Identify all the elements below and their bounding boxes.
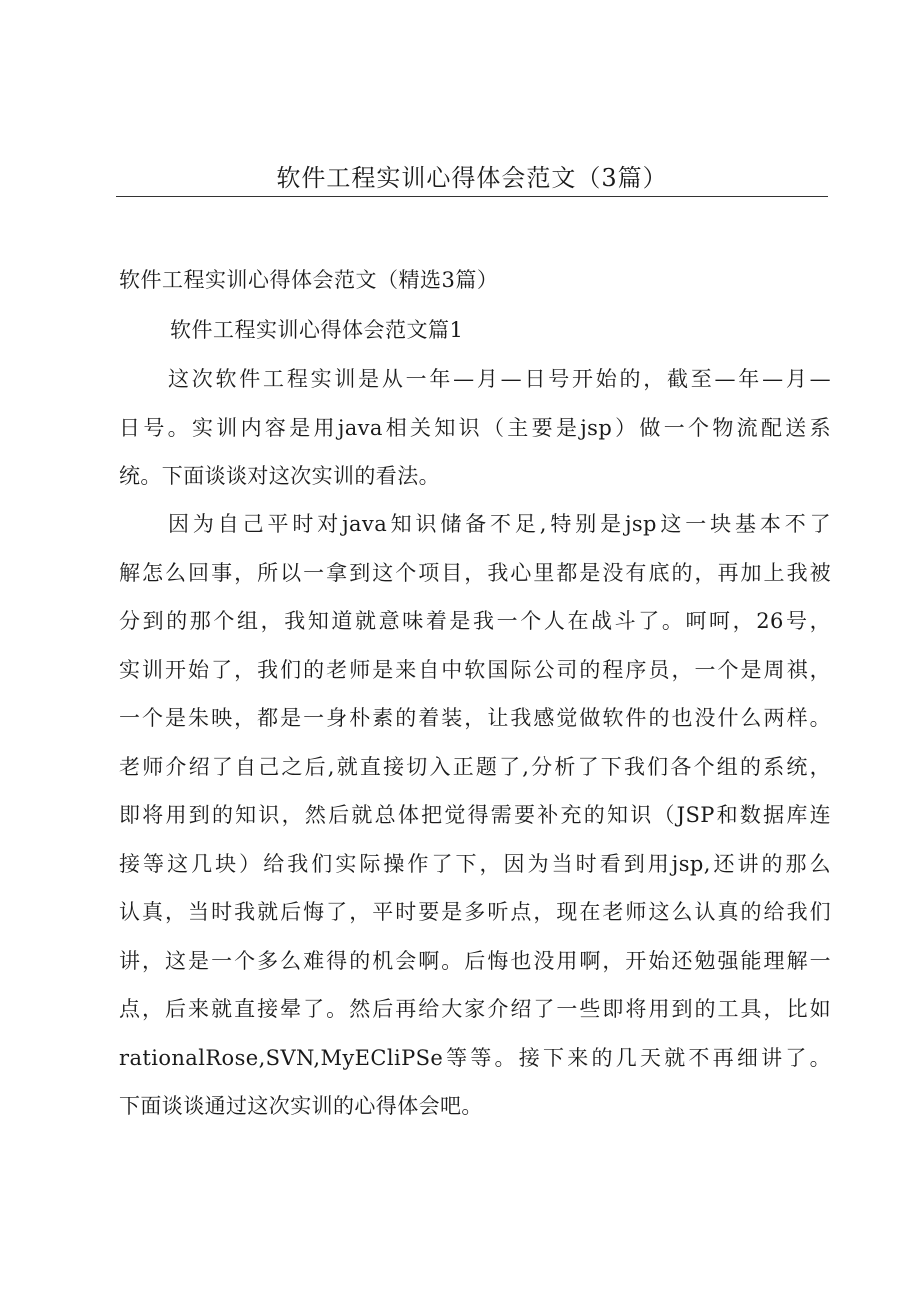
document-title: 软件工程实训心得体会范文（3篇） [276,164,668,192]
paragraph-line: 这次软件工程实训是从一年—月—日号开始的，截至—年—月— [168,367,831,391]
paragraph-line: 接等这几块）给我们实际操作了下，因为当时看到用jsp,还讲的那么 [119,851,831,876]
paragraph-line: 日号。实训内容是用java相关知识（主要是jsp）做一个物流配送系 [119,415,831,440]
paragraph-line: 老师介绍了自己之后,就直接切入正题了,分析了下我们各个组的系统， [119,754,831,779]
paragraph-line: 一个是朱映，都是一身朴素的着装，让我感觉做软件的也没什么两样。 [119,706,831,730]
paragraph-line: 统。下面谈谈对这次实训的看法。 [119,464,440,488]
paragraph-line: 即将用到的知识，然后就总体把觉得需要补充的知识（JSP和数据库连 [119,803,831,827]
paragraph-line: 点，后来就直接晕了。然后再给大家介绍了一些即将用到的工具，比如 [119,997,831,1021]
document-subtitle: 软件工程实训心得体会范文（精选3篇） [119,268,499,292]
paragraph-line: 认真，当时我就后悔了，平时要是多听点，现在老师这么认真的给我们 [119,900,831,924]
section-heading: 软件工程实训心得体会范文篇1 [170,318,464,342]
paragraph-line: 下面谈谈通过这次实训的心得体会吧。 [119,1094,483,1118]
paragraph-1 [119,355,831,501]
paragraph-2 [119,500,831,1131]
paragraph-line: 因为自己平时对java知识储备不足,特别是jsp这一块基本不了 [168,512,831,536]
paragraph-line: 解怎么回事，所以一拿到这个项目，我心里都是没有底的，再加上我被 [119,560,831,585]
paragraph-line: 讲，这是一个多么难得的机会啊。后悔也没用啊，开始还勉强能理解一 [119,948,831,973]
title-underline [116,196,828,197]
paragraph-line: 实训开始了，我们的老师是来自中软国际公司的程序员，一个是周祺， [119,657,831,682]
paragraph-line: 分到的那个组，我知道就意味着是我一个人在战斗了。呵呵，26号， [119,609,831,633]
paragraph-line: rationalRose,SVN,MyECliPSe等等。接下来的几天就不再细讲了。 [119,1045,831,1070]
